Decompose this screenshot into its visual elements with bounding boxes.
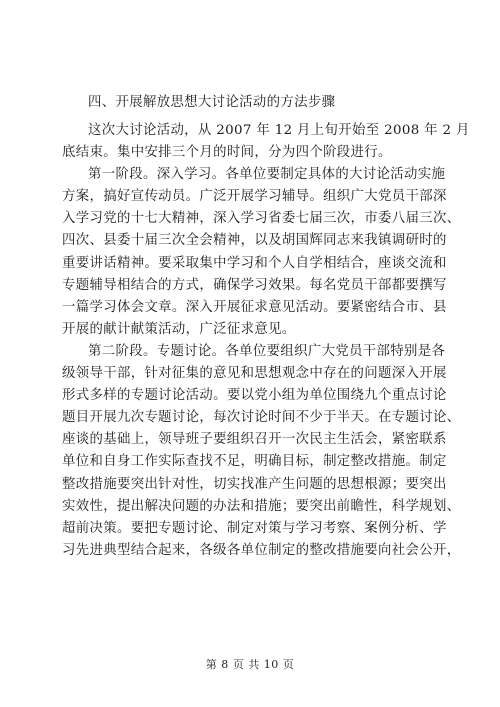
text-line: 整改措施要突出针对性，切实找准产生问题的思想根源；要突出 xyxy=(62,476,447,492)
text-line: 四次、县委十届三次全会精神，以及胡国辉同志来我镇调研时的 xyxy=(62,233,447,249)
text-line: 底结束。集中安排三个月的时间，分为四个阶段进行。 xyxy=(62,145,392,161)
page-footer: 第 8 页 共 10 页 xyxy=(205,658,295,671)
text-line: 级领导干部，针对征集的意见和思想观念中存在的问题深入开展 xyxy=(62,366,447,382)
text-line: 入学习党的十七大精神，深入学习省委七届三次，市委八届三次、 xyxy=(62,211,461,227)
text-line: 实效性，提出解决问题的办法和措施；要突出前瞻性，科学规划、 xyxy=(62,498,461,514)
paragraph-lines xyxy=(62,120,470,562)
text-line: 第一阶段。深入学习。各单位要制定具体的大讨论活动实施 xyxy=(88,167,446,183)
document-body xyxy=(62,92,470,562)
text-line: 这次大讨论活动，从 2007 年 12 月上旬开始至 2008 年 2 月 xyxy=(88,123,470,138)
text-line: 开展的献计献策活动，广泛征求意见。 xyxy=(62,321,296,337)
text-line: 方案，搞好宣传动员。广泛开展学习辅导。组织广大党员干部深 xyxy=(62,189,447,205)
section-heading: 四、开展解放思想大讨论活动的方法步骤 xyxy=(88,95,336,110)
text-line: 单位和自身工作实际查找不足，明确目标，制定整改措施。制定 xyxy=(62,454,447,470)
text-line: 第二阶段。专题讨论。各单位要组织广大党员干部特别是各 xyxy=(88,343,446,359)
text-line: 习先进典型结合起来，各级各单位制定的整改措施要向社会公开， xyxy=(62,542,461,558)
text-line: 重要讲话精神。要采取集中学习和个人自学相结合，座谈交流和 xyxy=(62,255,447,271)
text-line: 专题辅导相结合的方式，确保学习效果。每名党员干部都要撰写 xyxy=(62,277,447,293)
text-line: 形式多样的专题讨论活动。要以党小组为单位围绕九个重点讨论 xyxy=(62,388,447,404)
text-line: 一篇学习体会文章。深入开展征求意见活动。要紧密结合市、县 xyxy=(62,299,447,315)
text-line: 座谈的基础上，领导班子要组织召开一次民主生活会，紧密联系 xyxy=(62,432,447,448)
text-line: 超前决策。要把专题讨论、制定对策与学习考察、案例分析、学 xyxy=(62,520,447,536)
text-line: 题目开展九次专题讨论，每次讨论时间不少于半天。在专题讨论、 xyxy=(62,410,461,426)
